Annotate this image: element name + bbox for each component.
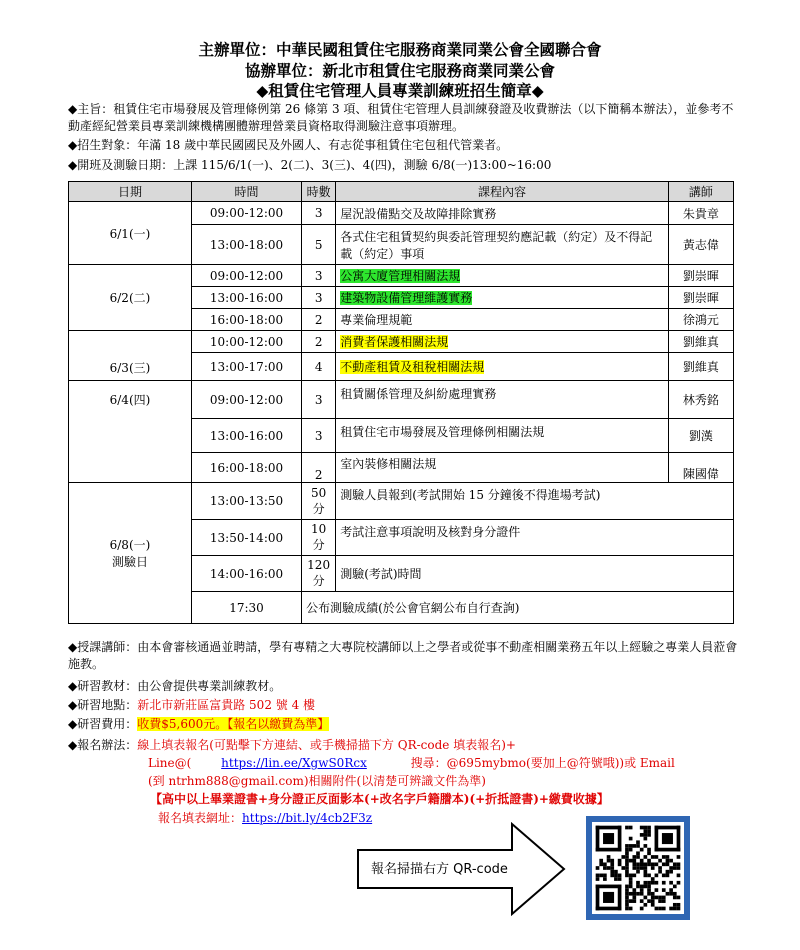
course-cell: 室內裝修相關法規 [336,453,669,483]
table-row [69,381,734,419]
hours-cell: 5 [302,225,336,265]
table-row [69,331,734,353]
course-cell: 租賃住宅市場發展及管理條例相關法規 [336,419,669,453]
teacher-cell: 朱貴章 [668,202,733,225]
time-cell: 13:00-13:50 [191,483,301,520]
teacher-cell: 劉維真 [668,353,733,381]
hours-cell: 50分 [302,483,336,520]
date-cell: 6/8(一) [109,538,151,552]
hours-cell: 2 [302,331,336,353]
teacher-cell: 陳國偉 [668,453,733,483]
schedule-dates-text: ◆開班及測驗日期：上課 115/6/1(一)、2(二)、3(三)、4(四)，測驗 6/8(一)13:00~16:00 [68,158,552,172]
teacher-cell: 徐鴻元 [668,309,733,331]
course-cell: 公布測驗成績(於公會官網公布自行查詢) [302,592,734,624]
line-link[interactable]: https://lin.ee/XgwS0Rcx [221,756,367,770]
time-cell: 16:00-18:00 [191,453,301,483]
register-line3: (到 ntrhm888@gmail.com)相關附件(以清楚可辨識文件為準) [148,774,486,788]
table-row [69,483,734,520]
date-cell: 6/4(四) [69,381,192,483]
register-line [68,737,738,754]
register-docs: 【高中以上畢業證書+身分證正反面影本(+改名字戶籍謄本)(+折抵證書)+繳費收據】 [150,792,609,806]
header-date: 日期 [69,182,192,202]
table-row [69,265,734,287]
course-cell: 不動產租賃及租稅相關法規 [340,360,485,374]
time-cell: 13:00-16:00 [191,287,301,309]
register-line2a: Line@( [148,756,192,770]
instructors-text: ◆授課講師：由本會審核通過並聘請，學有專精之大專院校講師以上之學者或從事不動產相關業務五年以上經驗之專業人員蒞會施教。 [68,640,738,671]
header-time: 時間 [191,182,301,202]
register-label: ◆報名辦法： [68,738,138,752]
table-header-row [69,182,734,202]
form-link[interactable]: https://bit.ly/4cb2F3z [242,811,373,825]
hours-cell: 2 [302,309,336,331]
materials-text: ◆研習教材：由公會提供專業訓練教材。 [68,679,282,693]
time-cell: 13:00-17:00 [191,353,301,381]
time-cell: 13:50-14:00 [191,520,301,556]
time-cell: 13:00-16:00 [191,419,301,453]
course-cell: 租賃關係管理及糾紛處理實務 [336,381,669,419]
date-cell: 6/2(二) [69,265,192,331]
exam-day-label: 測驗日 [111,555,148,569]
document-title: ◆租賃住宅管理人員專業訓練班招生簡章◆ [256,82,544,100]
hours-cell: 4 [302,353,336,381]
course-cell: 建築物設備管理維護實務 [340,291,473,305]
hours-cell: 3 [302,419,336,453]
header-teacher: 講師 [668,182,733,202]
time-cell: 09:00-12:00 [191,265,301,287]
header-hours: 時數 [302,182,336,202]
header-course: 課程內容 [336,182,669,202]
exam-date-cell [69,483,192,624]
course-cell: 消費者保護相關法規 [340,335,449,349]
register-line2b: 搜尋：@695mybmo(要加上@符號哦))或 Email [410,756,675,770]
time-cell: 09:00-12:00 [191,202,301,225]
co-organizer-line: 協辦單位：新北市租賃住宅服務商業同業公會 [244,62,555,80]
course-cell: 測驗人員報到(考試開始 15 分鐘後不得進場考試) [336,483,734,520]
course-cell: 屋況設備點交及故障排除實務 [336,202,669,225]
teacher-cell: 劉崇暉 [668,287,733,309]
qr-code[interactable] [586,816,690,920]
line-register-line [148,755,748,772]
course-cell: 考試注意事項說明及核對身分證件 [336,520,734,556]
hours-cell: 2 [302,453,336,483]
fee-value: 收費$5,600元。【報名以繳費為準】 [137,717,330,731]
location-label: ◆研習地點： [68,698,138,712]
hours-cell: 10分 [302,520,336,556]
location-line [68,697,738,714]
time-cell: 13:00-18:00 [191,225,301,265]
time-cell: 10:00-12:00 [191,331,301,353]
time-cell: 14:00-16:00 [191,556,301,592]
time-cell: 16:00-18:00 [191,309,301,331]
teacher-cell: 劉漢 [668,419,733,453]
table-row [69,202,734,225]
teacher-cell: 林秀銘 [668,381,733,419]
hours-cell: 3 [302,381,336,419]
qr-arrow-label: 報名掃描右方 QR-code [371,862,508,877]
purpose-text: ◆主旨：租賃住宅市場發展及管理條例第 26 條第 3 項、租賃住宅管理人員訓練發證及收費辦法（以下簡稱本辦法），並參考不動產經紀營業員專業訓練機構團體辦理營業員資格取得測驗注意事項辦理。 [68,102,734,133]
teacher-cell: 劉維真 [668,331,733,353]
course-cell: 各式住宅租賃契約與委託管理契約應記載（約定）及不得記載（約定）事項 [336,225,669,265]
hours-cell: 3 [302,287,336,309]
location-value: 新北市新莊區富貴路 502 號 4 樓 [137,698,316,712]
hours-cell: 3 [302,202,336,225]
time-cell: 09:00-12:00 [191,381,301,419]
register-line1: 線上填表報名(可點擊下方連結、或手機掃描下方 QR-code 填表報名)+ [137,738,516,752]
eligibility-text: ◆招生對象：年滿 18 歲中華民國國民及外國人、有志從事租賃住宅包租代管業者。 [68,138,509,152]
form-label: 報名填表網址： [158,811,243,825]
course-cell: 公寓大廈管理相關法規 [340,269,461,283]
date-cell: 6/1(一) [69,202,192,265]
qr-code-icon [592,822,684,914]
organizer-line: 主辦單位：中華民國租賃住宅服務商業同業公會全國聯合會 [198,41,602,59]
course-cell: 專業倫理規範 [336,309,669,331]
date-cell: 6/3(三) [69,331,192,381]
hours-cell: 120分 [302,556,336,592]
fee-line [68,716,738,733]
course-cell: 測驗(考試)時間 [336,556,734,592]
schedule-table [68,181,734,624]
teacher-cell: 劉崇暉 [668,265,733,287]
time-cell: 17:30 [191,592,301,624]
teacher-cell: 黃志偉 [668,225,733,265]
fee-label: ◆研習費用： [68,717,138,731]
hours-cell: 3 [302,265,336,287]
